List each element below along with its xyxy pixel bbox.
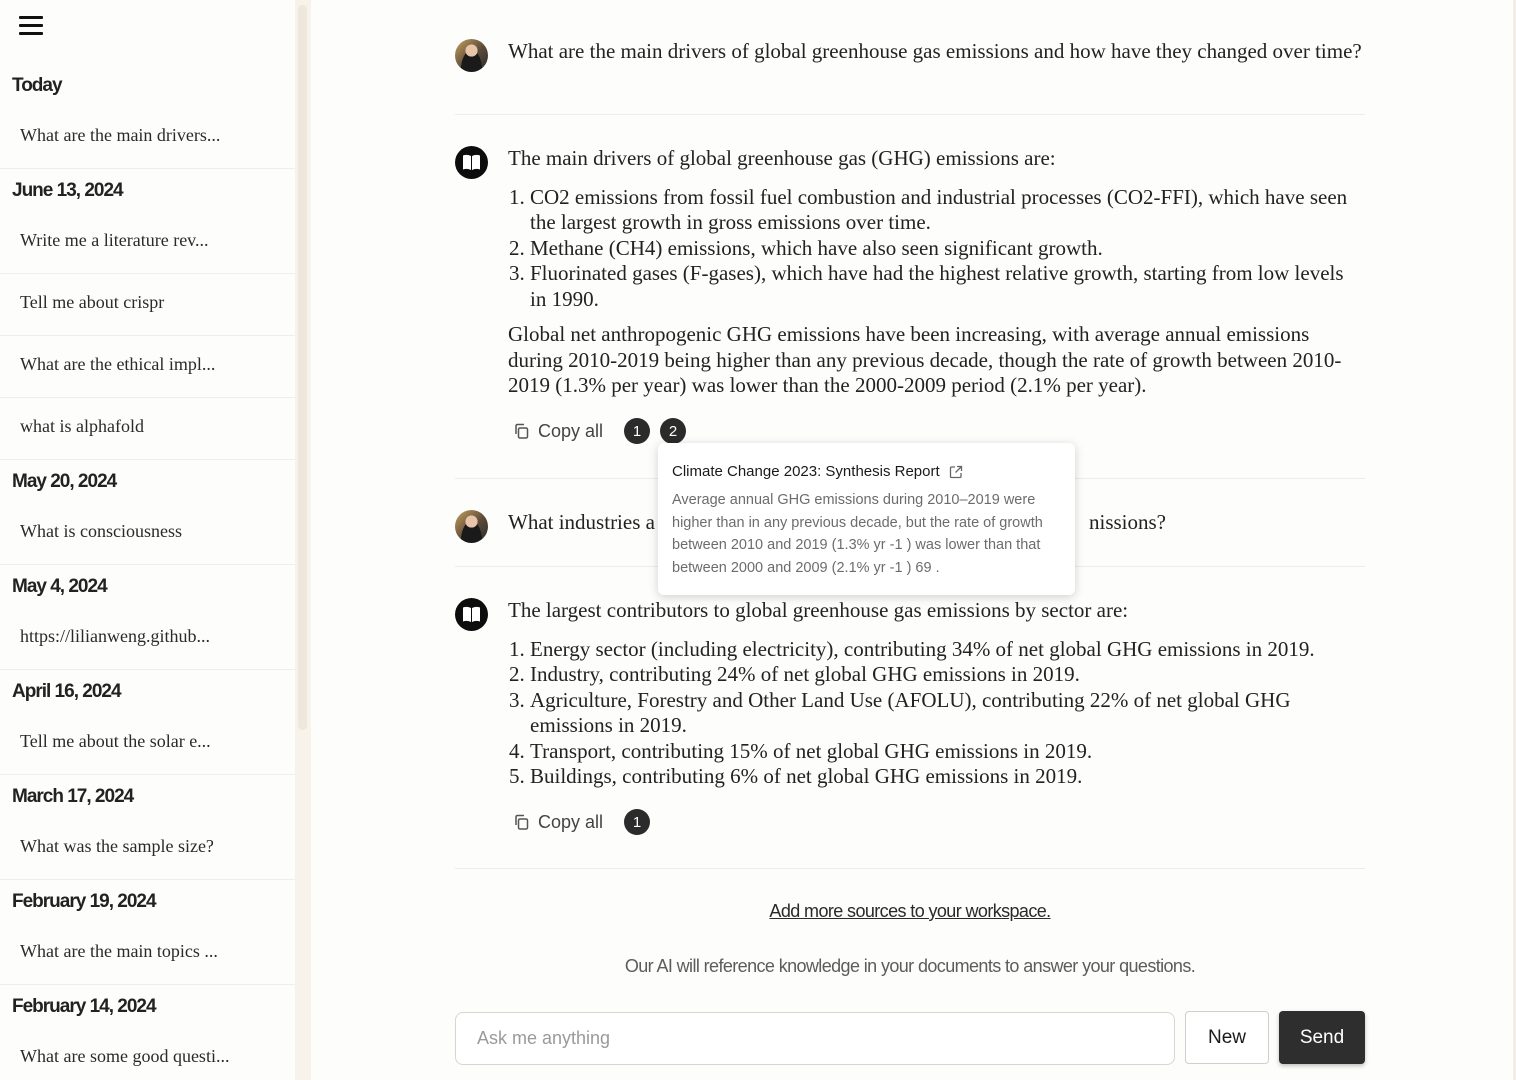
user-avatar [455,39,488,72]
history-date: May 20, 2024 [12,471,117,492]
new-button[interactable]: New [1185,1011,1269,1064]
copy-all-label: Copy all [538,420,604,441]
history-item[interactable]: What are some good questi... [0,1028,295,1080]
answer-list-item: 1. CO2 emissions from fossil fuel combustion and industrial processes (CO2-FFI), which have seen the largest growth in gross emissions over time. [530,185,1365,236]
citation-badge[interactable]: 1 [624,418,650,444]
history-item[interactable]: What are the main topics ... [0,923,295,985]
answer-list-item: 3. Fluorinated gases (F-gases), which have had the highest relative growth, starting from low levels in 1990. [530,261,1365,312]
history-item[interactable]: What is consciousness [0,503,295,565]
answer-list [508,185,1365,313]
history-item[interactable]: Tell me about the solar e... [0,713,295,775]
user-question: What are the main drivers of global greenhouse gas emissions and how have they changed over time? [508,39,1362,63]
user-avatar [455,510,488,543]
popover-excerpt: Average annual GHG emissions during 2010–2019 were higher than in any previous decade, but the rate of growth between 2010 and 2019 (1.3% yr -1 ) was lower than that between 2000 and 2009 (2.1% yr -1 ) 69 . [672,492,1043,576]
history-date: Today [12,75,62,96]
sidebar [0,0,295,1080]
history-item[interactable]: what is alphafold [0,398,295,460]
answer-paragraph: Global net anthropogenic GHG emissions have been increasing, with average annual emissions during 2010-2019 being higher than any previous decade, though the rate of growth between 2010-2019 (1.3% per year) was lower than the 2000-2009 period (2.1% per year). [508,322,1342,397]
history-item[interactable]: Write me a literature rev... [0,212,295,274]
answer-intro: The main drivers of global greenhouse gas (GHG) emissions are: [508,146,1056,170]
popover-source[interactable] [672,463,1061,480]
history-item[interactable]: What are the ethical impl... [0,336,295,398]
history-date: February 14, 2024 [12,996,156,1017]
history-date: April 16, 2024 [12,681,121,702]
book-icon [455,146,488,179]
citation-popover [658,443,1075,595]
sidebar-scrollbar-thumb[interactable] [298,5,307,730]
answer-list-item: 5. Buildings, contributing 6% of net global GHG emissions in 2019. [530,764,1365,790]
copy-all-button[interactable] [514,812,603,833]
history-date: May 4, 2024 [12,576,107,597]
assistant-answer [508,146,1365,399]
answer-actions [508,417,686,445]
divider [455,114,1365,115]
external-link-icon[interactable] [949,465,963,479]
copy-all-label: Copy all [538,811,604,832]
popover-title: Climate Change 2023: Synthesis Report [672,463,940,480]
answer-list-item: 2. Industry, contributing 24% of net global GHG emissions in 2019. [530,662,1365,688]
history-item[interactable]: What are the main drivers... [0,107,295,169]
chat-input[interactable] [455,1012,1175,1065]
copy-all-button[interactable] [514,421,603,442]
answer-list-item: 3. Agriculture, Forestry and Other Land Use (AFOLU), contributing 22% of net global GHG emissions in 2019. [530,688,1365,739]
chat-panel [311,0,1516,1080]
history-date: June 13, 2024 [12,180,123,201]
book-icon [455,598,488,631]
copy-icon [514,814,529,830]
citation-badge[interactable]: 2 [660,418,686,444]
hamburger-icon[interactable] [19,15,45,37]
answer-list-item: 2. Methane (CH4) emissions, which have also seen significant growth. [530,236,1365,262]
assistant-answer [508,598,1365,790]
history-item[interactable]: What was the sample size? [0,818,295,880]
answer-list-item: 4. Transport, contributing 15% of net global GHG emissions in 2019. [530,739,1365,765]
answer-list-item: 1. Energy sector (including electricity), contributing 34% of net global GHG emissions in 2019. [530,637,1365,663]
helper-text: Our AI will reference knowledge in your documents to answer your questions. [624,956,1196,976]
history-item[interactable]: Tell me about crispr [0,274,295,336]
copy-icon [514,423,529,439]
divider [455,868,1365,869]
user-question-start: What industries a [508,510,655,534]
chat-history [0,64,295,1080]
user-question-end: nissions? [1089,510,1167,534]
add-sources [311,901,1509,922]
answer-actions [508,808,650,836]
answer-intro: The largest contributors to global greenhouse gas emissions by sector are: [508,598,1129,622]
add-sources-link[interactable]: Add more sources to your workspace. [769,901,1051,921]
send-button[interactable]: Send [1279,1011,1365,1064]
history-item[interactable]: https://lilianweng.github... [0,608,295,670]
history-date: March 17, 2024 [12,786,134,807]
history-date: February 19, 2024 [12,891,156,912]
citation-badge[interactable]: 1 [624,809,650,835]
answer-list [508,637,1365,790]
